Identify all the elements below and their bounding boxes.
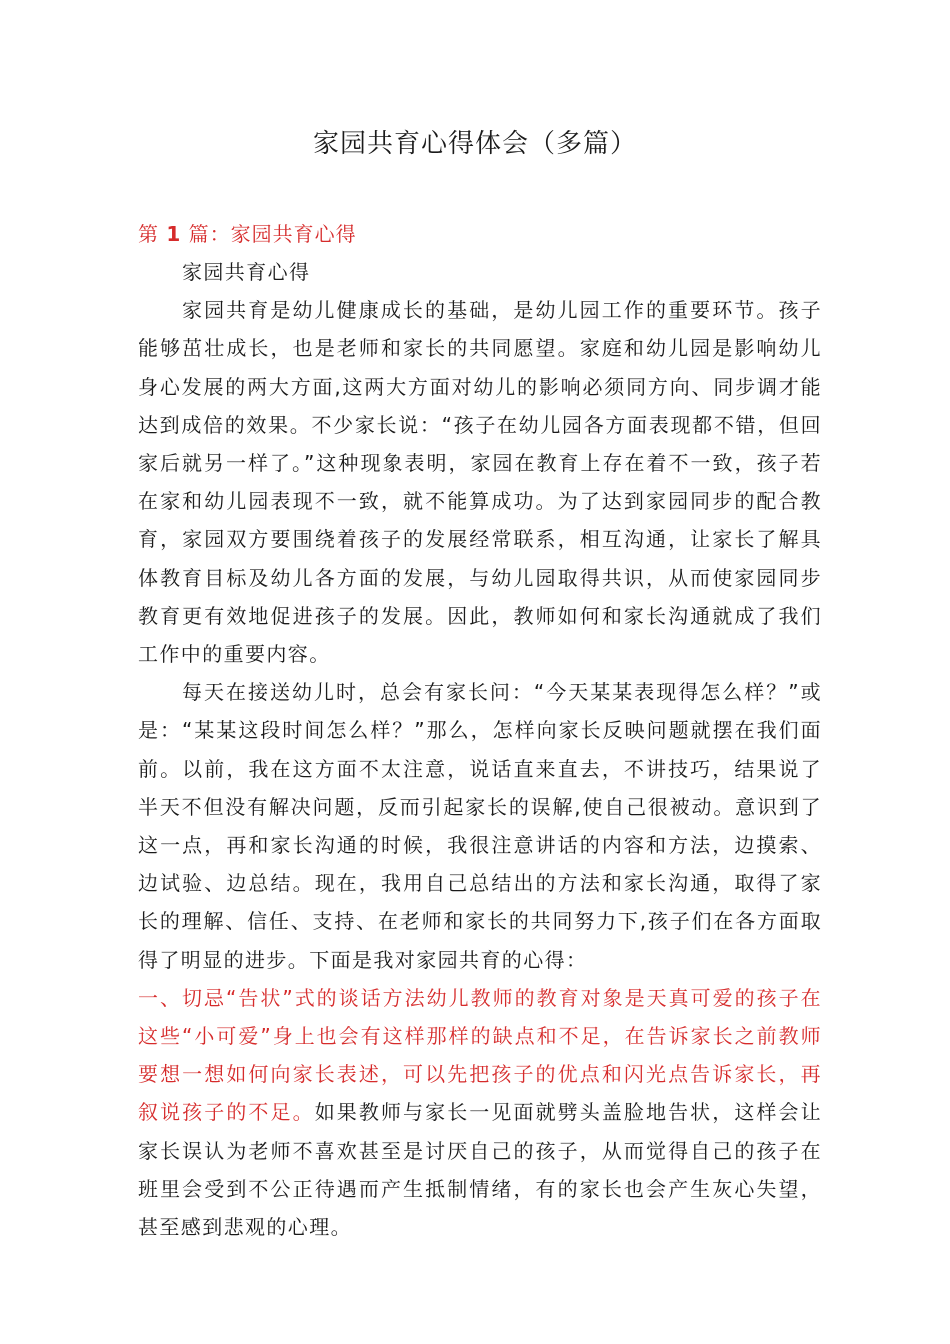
section-heading-suffix: 篇：家园共育心得 bbox=[188, 222, 357, 246]
section-heading-prefix: 第 bbox=[138, 222, 159, 246]
document-body bbox=[138, 253, 822, 1246]
paragraph-1: 家园共育是幼儿健康成长的基础，是幼儿园工作的重要环节。孩子能够茁壮成长，也是老师和家长的共同愿望。家庭和幼儿园是影响幼儿身心发展的两大方面,这两大方面对幼儿的影响必须同方向、同步调才能达到成倍的效果。不少家长说：“孩子在幼儿园各方面表现都不错，但回家后就另一样了。”这种现象表明，家园在教育上存在着不一致，孩子若在家和幼儿园表现不一致，就不能算成功。为了达到家园同步的配合教育，家园双方要围绕着孩子的发展经常联系，相互沟通，让家长了解具体教育目标及幼儿各方面的发展，与幼儿园取得共识，从而使家园同步教育更有效地促进孩子的发展。因此，教师如何和家长沟通就成了我们工作中的重要内容。 bbox=[138, 298, 822, 667]
section-heading bbox=[138, 217, 357, 251]
point-1-highlight: 一、切忌“告状”式的谈话方法幼儿教师的教育对象是天真可爱的孩子在这些“小可爱”身上也会有这样那样的缺点和不足，在告诉家长之前教师要想一想如何向家长表述，可以先把孩子的优点和闪光点告诉家长，再叙说孩子的不足。 bbox=[138, 985, 822, 1125]
point-1-text: 如果教师与家长一见面就劈头盖脸地告状，这样会让家长误认为老师不喜欢甚至是讨厌自己的孩子，从而觉得自己的孩子在班里会受到不公正待遇而产生抵制情绪，有的家长也会产生灰心失望，甚至感到悲观的心理。 bbox=[138, 1100, 823, 1240]
document-title: 家园共育心得体会（多篇） bbox=[312, 129, 637, 159]
section-subtitle: 家园共育心得 bbox=[182, 260, 311, 284]
paragraph-2: 每天在接送幼儿时，总会有家长问：“今天某某表现得怎么样？”或是：“某某这段时间怎么样？”那么，怎样向家长反映问题就摆在我们面前。以前，我在这方面不太注意，说话直来直去，不讲技巧，结果说了半天不但没有解决问题，反而引起家长的误解,使自己很被动。意识到了这一点，再和家长沟通的时候，我很注意讲话的内容和方法，边摸索、边试验、边总结。现在，我用自己总结出的方法和家长沟通，取得了家长的理解、信任、支持、在老师和家长的共同努力下,孩子们在各方面取得了明显的进步。下面是我对家园共育的心得： bbox=[138, 680, 822, 972]
paragraph-3 bbox=[138, 979, 822, 1246]
section-heading-number: 1 bbox=[166, 222, 182, 246]
